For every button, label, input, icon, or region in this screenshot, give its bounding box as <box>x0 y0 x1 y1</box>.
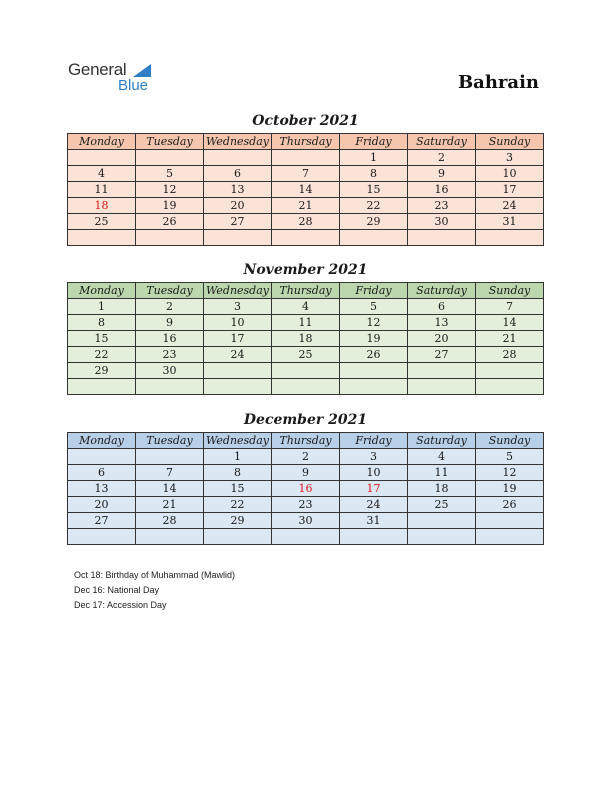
day-cell <box>340 363 408 379</box>
day-cell: 18 <box>272 331 340 347</box>
day-cell: 28 <box>136 513 204 529</box>
day-cell: 11 <box>68 182 136 198</box>
weekday-header: Tuesday <box>136 134 204 150</box>
week-row <box>68 150 544 166</box>
day-cell: 14 <box>136 481 204 497</box>
day-cell: 9 <box>272 465 340 481</box>
day-cell <box>272 379 340 395</box>
day-cell: 19 <box>340 331 408 347</box>
day-cell <box>272 150 340 166</box>
day-cell: 2 <box>408 150 476 166</box>
month-title: October 2021 <box>252 113 359 129</box>
week-row <box>68 363 544 379</box>
weekday-header: Sunday <box>476 283 544 299</box>
day-cell: 19 <box>136 198 204 214</box>
weekday-header: Monday <box>68 134 136 150</box>
day-cell: 23 <box>136 347 204 363</box>
day-cell <box>136 150 204 166</box>
day-cell: 30 <box>272 513 340 529</box>
day-cell: 29 <box>68 363 136 379</box>
day-cell: 31 <box>340 513 408 529</box>
day-cell: 12 <box>340 315 408 331</box>
weekday-header: Monday <box>68 433 136 449</box>
week-row <box>68 465 544 481</box>
day-cell: 27 <box>204 214 272 230</box>
day-cell <box>68 529 136 545</box>
day-cell: 13 <box>204 182 272 198</box>
day-cell: 20 <box>204 198 272 214</box>
day-cell: 13 <box>408 315 476 331</box>
weekday-header: Sunday <box>476 134 544 150</box>
weekday-header: Thursday <box>272 433 340 449</box>
day-cell: 14 <box>272 182 340 198</box>
day-cell: 28 <box>476 347 544 363</box>
day-cell: 18 <box>408 481 476 497</box>
day-cell: 11 <box>272 315 340 331</box>
day-cell <box>476 230 544 246</box>
day-cell: 15 <box>340 182 408 198</box>
day-cell: 8 <box>204 465 272 481</box>
day-cell: 29 <box>340 214 408 230</box>
weekday-header: Saturday <box>408 134 476 150</box>
day-cell: 24 <box>476 198 544 214</box>
day-cell: 26 <box>136 214 204 230</box>
country-title: Bahrain <box>457 72 539 93</box>
day-cell: 5 <box>340 299 408 315</box>
day-cell: 1 <box>68 299 136 315</box>
day-cell <box>68 379 136 395</box>
day-cell: 12 <box>476 465 544 481</box>
day-cell: 4 <box>68 166 136 182</box>
week-row <box>68 497 544 513</box>
day-cell: 16 <box>408 182 476 198</box>
day-cell: 27 <box>68 513 136 529</box>
day-cell: 3 <box>204 299 272 315</box>
weekday-header: Thursday <box>272 283 340 299</box>
day-cell: 11 <box>408 465 476 481</box>
day-cell <box>476 529 544 545</box>
weekday-header: Wednesday <box>204 283 272 299</box>
day-cell <box>204 150 272 166</box>
day-cell: 29 <box>204 513 272 529</box>
weekday-header: Tuesday <box>136 283 204 299</box>
weekday-header: Friday <box>340 134 408 150</box>
weekday-header: Friday <box>340 283 408 299</box>
day-cell: 16 <box>272 481 340 497</box>
day-cell: 5 <box>136 166 204 182</box>
day-cell: 28 <box>272 214 340 230</box>
day-cell <box>136 449 204 465</box>
weekday-header: Wednesday <box>204 433 272 449</box>
day-cell: 3 <box>476 150 544 166</box>
week-row <box>68 513 544 529</box>
day-cell: 6 <box>204 166 272 182</box>
weekday-header: Tuesday <box>136 433 204 449</box>
day-cell <box>476 379 544 395</box>
week-row <box>68 315 544 331</box>
day-cell: 4 <box>272 299 340 315</box>
day-cell <box>408 379 476 395</box>
day-cell: 10 <box>340 465 408 481</box>
day-cell: 30 <box>136 363 204 379</box>
day-cell: 17 <box>476 182 544 198</box>
day-cell: 24 <box>204 347 272 363</box>
weekday-header: Friday <box>340 433 408 449</box>
day-cell: 16 <box>136 331 204 347</box>
weekday-header: Monday <box>68 283 136 299</box>
logo-triangle-icon <box>133 64 151 77</box>
day-cell <box>68 449 136 465</box>
month-oct <box>67 111 544 246</box>
day-cell <box>408 363 476 379</box>
day-cell <box>476 513 544 529</box>
day-cell: 31 <box>476 214 544 230</box>
day-cell: 1 <box>204 449 272 465</box>
day-cell: 23 <box>272 497 340 513</box>
day-cell: 17 <box>340 481 408 497</box>
day-cell: 9 <box>408 166 476 182</box>
day-cell: 21 <box>272 198 340 214</box>
day-cell <box>272 363 340 379</box>
logo-text-general: General <box>68 60 127 79</box>
day-cell: 4 <box>408 449 476 465</box>
day-cell <box>340 529 408 545</box>
day-cell: 25 <box>68 214 136 230</box>
week-row <box>68 214 544 230</box>
day-cell: 13 <box>68 481 136 497</box>
day-cell: 30 <box>408 214 476 230</box>
day-cell: 27 <box>408 347 476 363</box>
day-cell: 21 <box>476 331 544 347</box>
weekday-header-row <box>68 134 544 150</box>
day-cell: 2 <box>136 299 204 315</box>
day-cell: 1 <box>340 150 408 166</box>
day-cell: 8 <box>68 315 136 331</box>
day-cell: 18 <box>68 198 136 214</box>
day-cell <box>204 363 272 379</box>
day-cell <box>68 230 136 246</box>
holiday-note: Dec 16: National Day <box>74 585 160 595</box>
day-cell: 12 <box>136 182 204 198</box>
day-cell <box>204 379 272 395</box>
day-cell <box>204 529 272 545</box>
week-row <box>68 449 544 465</box>
day-cell <box>408 529 476 545</box>
day-cell: 7 <box>272 166 340 182</box>
day-cell: 6 <box>408 299 476 315</box>
month-dec <box>67 410 544 545</box>
week-row <box>68 379 544 395</box>
day-cell: 7 <box>476 299 544 315</box>
day-cell: 8 <box>340 166 408 182</box>
week-row <box>68 331 544 347</box>
day-cell <box>476 363 544 379</box>
day-cell: 7 <box>136 465 204 481</box>
weekday-header: Saturday <box>408 433 476 449</box>
day-cell: 24 <box>340 497 408 513</box>
day-cell: 25 <box>408 497 476 513</box>
day-cell <box>340 230 408 246</box>
day-cell <box>136 529 204 545</box>
logo <box>68 60 168 96</box>
month-title: December 2021 <box>243 412 368 428</box>
day-cell: 3 <box>340 449 408 465</box>
week-row <box>68 166 544 182</box>
day-cell: 26 <box>340 347 408 363</box>
week-row <box>68 182 544 198</box>
holiday-notes <box>74 568 235 613</box>
day-cell: 22 <box>204 497 272 513</box>
day-cell: 26 <box>476 497 544 513</box>
day-cell: 5 <box>476 449 544 465</box>
holiday-note: Dec 17: Accession Day <box>74 600 167 610</box>
day-cell <box>340 379 408 395</box>
week-row <box>68 347 544 363</box>
day-cell <box>408 230 476 246</box>
month-table <box>67 133 544 246</box>
day-cell: 17 <box>204 331 272 347</box>
day-cell <box>136 379 204 395</box>
weekday-header-row <box>68 283 544 299</box>
day-cell: 22 <box>340 198 408 214</box>
day-cell: 2 <box>272 449 340 465</box>
day-cell: 10 <box>476 166 544 182</box>
week-row <box>68 481 544 497</box>
day-cell: 19 <box>476 481 544 497</box>
day-cell: 21 <box>136 497 204 513</box>
holiday-note: Oct 18: Birthday of Muhammad (Mawlid) <box>74 570 236 580</box>
day-cell: 25 <box>272 347 340 363</box>
week-row <box>68 529 544 545</box>
day-cell <box>204 230 272 246</box>
day-cell <box>408 513 476 529</box>
week-row <box>68 299 544 315</box>
day-cell: 15 <box>68 331 136 347</box>
day-cell <box>272 529 340 545</box>
day-cell: 22 <box>68 347 136 363</box>
day-cell: 15 <box>204 481 272 497</box>
month-table <box>67 282 544 395</box>
week-row <box>68 230 544 246</box>
week-row <box>68 198 544 214</box>
weekday-header: Saturday <box>408 283 476 299</box>
day-cell <box>136 230 204 246</box>
day-cell: 23 <box>408 198 476 214</box>
day-cell: 10 <box>204 315 272 331</box>
day-cell <box>68 150 136 166</box>
month-nov <box>67 260 544 395</box>
day-cell: 6 <box>68 465 136 481</box>
weekday-header-row <box>68 433 544 449</box>
weekday-header: Thursday <box>272 134 340 150</box>
day-cell: 20 <box>408 331 476 347</box>
month-title: November 2021 <box>243 262 368 278</box>
weekday-header: Wednesday <box>204 134 272 150</box>
month-table <box>67 432 544 545</box>
day-cell: 14 <box>476 315 544 331</box>
weekday-header: Sunday <box>476 433 544 449</box>
day-cell: 20 <box>68 497 136 513</box>
logo-text-blue: Blue <box>118 77 149 94</box>
day-cell: 9 <box>136 315 204 331</box>
day-cell <box>272 230 340 246</box>
